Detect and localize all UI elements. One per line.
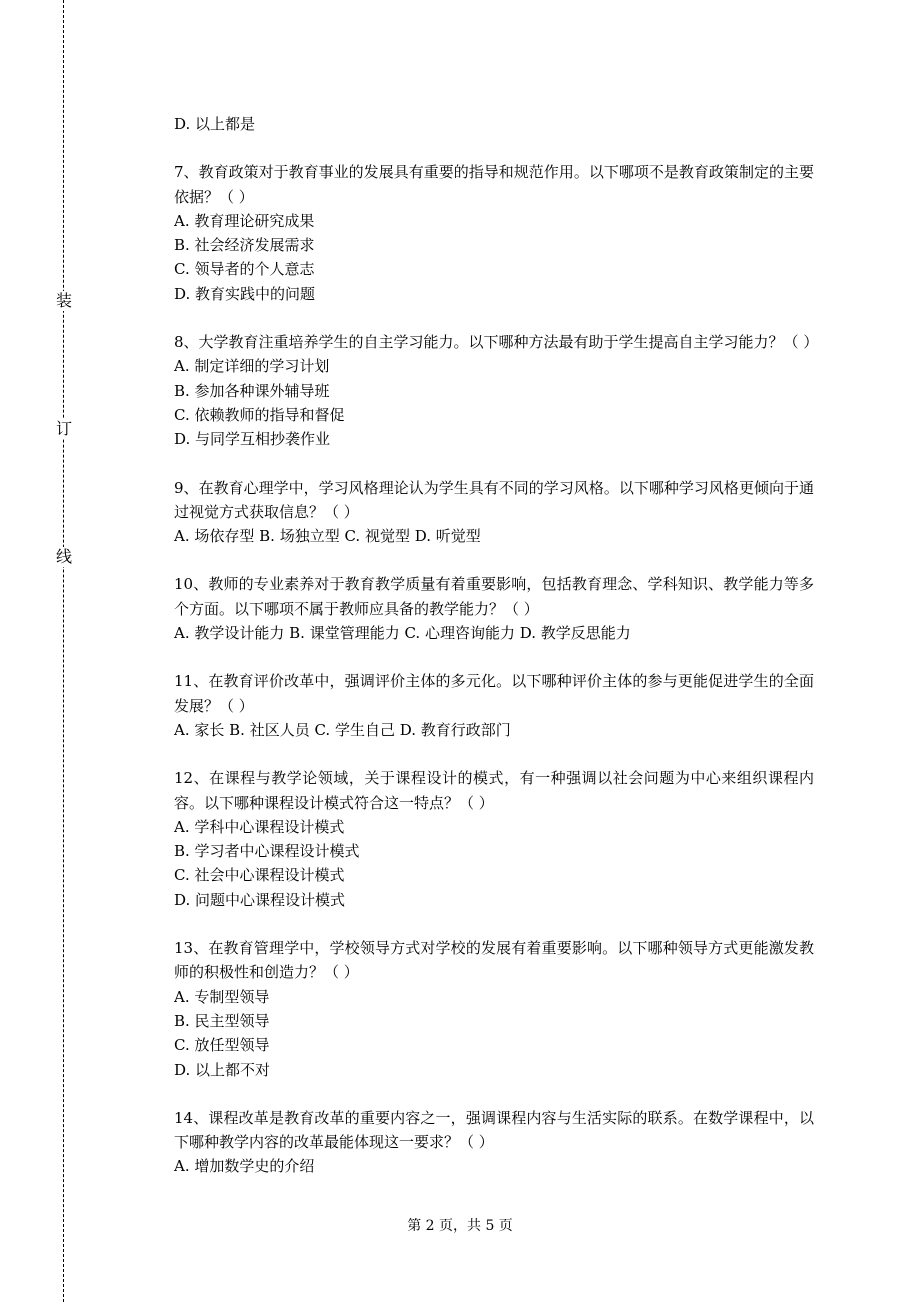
binding-char-ding: 订 xyxy=(55,419,72,438)
answer-option: B. 学习者中心课程设计模式 xyxy=(174,842,360,861)
answer-option: D. 以上都是 xyxy=(174,115,256,133)
question-block xyxy=(174,669,814,742)
question-block xyxy=(174,936,814,1082)
answer-option: D. 以上都不对 xyxy=(174,1060,271,1079)
question-block xyxy=(174,330,819,451)
question-block xyxy=(174,572,814,645)
answer-option: C. 领导者的个人意志 xyxy=(174,260,315,279)
question-block xyxy=(174,476,814,549)
answer-option: B. 社会经济发展需求 xyxy=(174,236,315,255)
binding-char-zhuang: 装 xyxy=(55,291,72,310)
question-block xyxy=(174,112,814,136)
question-text: 14、课程改革是教育改革的重要内容之一，强调课程内容与生活实际的联系。在数学课程中，以下哪种教学内容的改革最能体现这一要求？（ ） xyxy=(174,1108,814,1152)
question-text: 8、大学教育注重培养学生的自主学习能力。以下哪种方法最有助于学生提高自主学习能力？（ ） xyxy=(174,333,819,352)
answer-option: B. 民主型领导 xyxy=(174,1011,270,1030)
question-text: 9、在教育心理学中，学习风格理论认为学生具有不同的学习风格。以下哪种学习风格更倾向于通过视觉方式获取信息？（ ） xyxy=(174,478,814,521)
question-text: 13、在教育管理学中，学校领导方式对学校的发展有着重要影响。以下哪种领导方式更能激发教师的积极性和创造力？（ ） xyxy=(174,939,814,982)
page-footer: 第 2 页，共 5 页 xyxy=(407,1218,513,1234)
answer-option: A. 家长 B. 社区人员 C. 学生自己 D. 教育行政部门 xyxy=(174,720,511,739)
answer-option: A. 教育理论研究成果 xyxy=(174,211,315,230)
answer-option: D. 问题中心课程设计模式 xyxy=(174,890,346,909)
answer-option: A. 教学设计能力 B. 课堂管理能力 C. 心理咨询能力 D. 教学反思能力 xyxy=(174,624,631,643)
answer-option: A. 增加数学史的介绍 xyxy=(174,1157,315,1176)
binding-char-xian: 线 xyxy=(55,547,72,566)
question-text: 10、教师的专业素养对于教育教学质量有着重要影响，包括教育理念、学科知识、教学能力等多个方面。以下哪项不属于教师应具备的教学能力？（ ） xyxy=(174,575,814,618)
binding-dashed-line xyxy=(63,0,64,1302)
answer-option: A. 学科中心课程设计模式 xyxy=(174,817,345,836)
answer-option: C. 放任型领导 xyxy=(174,1036,270,1055)
answer-option: A. 场依存型 B. 场独立型 C. 视觉型 D. 听觉型 xyxy=(174,527,481,546)
question-text: 11、在教育评价改革中，强调评价主体的多元化。以下哪种评价主体的参与更能促进学生的全面发展？（ ） xyxy=(174,672,814,715)
question-block xyxy=(174,160,814,306)
question-block xyxy=(174,766,814,912)
question-list xyxy=(174,112,819,1179)
question-text: 7、教育政策对于教育事业的发展具有重要的指导和规范作用。以下哪项不是教育政策制定的主要依据？（ ） xyxy=(174,163,814,206)
answer-option: C. 社会中心课程设计模式 xyxy=(174,866,345,885)
answer-option: B. 参加各种课外辅导班 xyxy=(174,381,330,400)
answer-option: D. 教育实践中的问题 xyxy=(174,284,316,303)
question-text: 12、在课程与教学论领域，关于课程设计的模式，有一种强调以社会问题为中心来组织课程内容。以下哪种课程设计模式符合这一特点？（ ） xyxy=(174,769,814,812)
answer-option: A. 专制型领导 xyxy=(174,987,270,1006)
answer-option: C. 依赖教师的指导和督促 xyxy=(174,405,345,424)
question-block xyxy=(174,1106,814,1179)
answer-option: D. 与同学互相抄袭作业 xyxy=(174,430,331,449)
answer-option: A. 制定详细的学习计划 xyxy=(174,357,330,376)
